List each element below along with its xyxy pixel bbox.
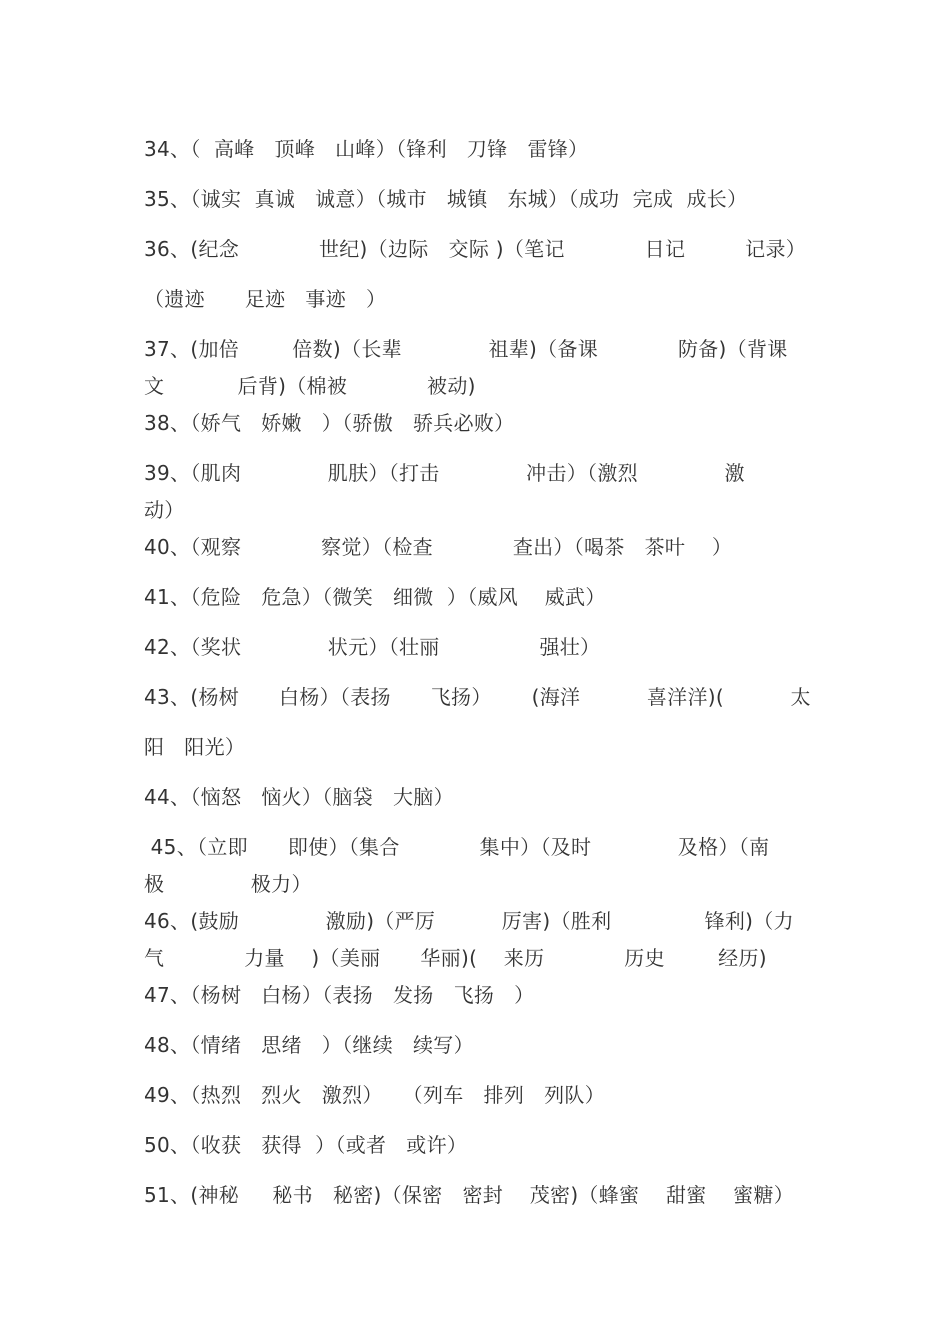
text-line-38: 38、（娇气 娇嫩 ）（骄傲 骄兵必败） bbox=[144, 411, 515, 435]
text-line-35: 35、（诚实 真诚 诚意）（城市 城镇 东城）（成功 完成 成长） bbox=[144, 187, 748, 211]
text-line-51: 51、(神秘 秘书 秘密)（保密 密封 茂密)（蜂蜜 甜蜜 蜜糖） bbox=[144, 1183, 795, 1207]
text-line-36: 36、(纪念 世纪)（边际 交际 )（笔记 日记 记录） bbox=[144, 237, 807, 261]
text-line-34: 34、（ 高峰 顶峰 山峰）（锋利 刀锋 雷锋） bbox=[144, 137, 589, 161]
text-line-40: 40、（观察 察觉）（检查 查出）（喝茶 茶叶 ） bbox=[144, 535, 733, 559]
text-line-37-cont: 文 后背)（棉被 被动) bbox=[144, 374, 476, 398]
text-line-47: 47、（杨树 白杨）（表扬 发扬 飞扬 ） bbox=[144, 983, 535, 1007]
text-line-49: 49、（热烈 烈火 激烈） （列车 排列 列队） bbox=[144, 1083, 606, 1107]
text-line-43: 43、(杨树 白杨）（表扬 飞扬） (海洋 喜洋洋)( 太 bbox=[144, 685, 811, 709]
text-line-48: 48、（情绪 思绪 ）（继续 续写） bbox=[144, 1033, 474, 1057]
text-line-44: 44、（恼怒 恼火）（脑袋 大脑） bbox=[144, 785, 454, 809]
text-line-43-cont: 阳 阳光） bbox=[144, 735, 246, 759]
text-line-46-cont: 气 力量 )（美丽 华丽)( 来历 历史 经历) bbox=[144, 946, 767, 970]
text-line-39: 39、（肌肉 肌肤）（打击 冲击）（激烈 激 bbox=[144, 461, 745, 485]
text-line-41: 41、（危险 危急）（微笑 细微 ）（威风 威武） bbox=[144, 585, 606, 609]
text-line-37: 37、(加倍 倍数)（长辈 祖辈)（备课 防备)（背课 bbox=[144, 337, 788, 361]
text-line-36-cont: （遗迹 足迹 事迹 ） bbox=[144, 287, 387, 311]
text-line-46: 46、(鼓励 激励)（严厉 厉害)（胜利 锋利)（力 bbox=[144, 909, 794, 933]
text-line-45: 45、（立即 即使）（集合 集中）（及时 及格）（南 bbox=[144, 835, 770, 859]
text-line-42: 42、（奖状 状元）（壮丽 强壮） bbox=[144, 635, 601, 659]
text-line-39-cont: 动） bbox=[144, 498, 185, 522]
text-line-50: 50、（收获 获得 ）（或者 或许） bbox=[144, 1133, 468, 1157]
text-line-45-cont: 极 极力） bbox=[144, 872, 312, 896]
